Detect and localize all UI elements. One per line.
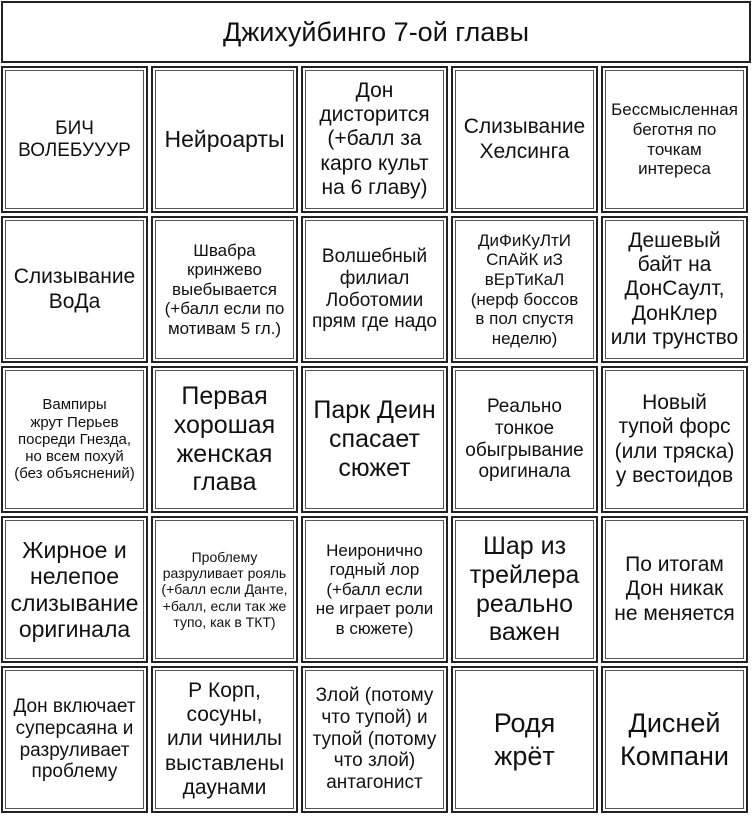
bingo-cell: Дон дисторится (+балл за карго культ на 6 главу): [301, 66, 448, 213]
bingo-cell: Дешевый байт на ДонСаулт, ДонКлер или трунство: [601, 216, 748, 363]
bingo-grid: [1, 66, 753, 818]
bingo-cell: Слизывание Хелсинга: [451, 66, 598, 213]
bingo-cell: Родя жрёт: [451, 666, 598, 813]
bingo-cell: Неиронично годный лор (+балл если не играет роли в сюжете): [301, 516, 448, 663]
bingo-cell: Жирное и нелепое слизывание оригинала: [1, 516, 148, 663]
bingo-cell: Парк Деин спасает сюжет: [301, 366, 448, 513]
bingo-cell: Р Корп, сосуны, или чинилы выставлены даунами: [151, 666, 298, 813]
bingo-cell: Первая хорошая женская глава: [151, 366, 298, 513]
bingo-cell: Швабра кринжево выебывается (+балл если по мотивам 5 гл.): [151, 216, 298, 363]
bingo-cell: БИЧ ВОЛЕБУУУР: [1, 66, 148, 213]
bingo-cell: Волшебный филиал Лоботомии прям где надо: [301, 216, 448, 363]
bingo-title: Джихуйбинго 7-ой главы: [1, 1, 751, 63]
bingo-cell: По итогам Дон никак не меняется: [601, 516, 748, 663]
bingo-cell: Дисней Компани: [601, 666, 748, 813]
bingo-cell: Шар из трейлера реально важен: [451, 516, 598, 663]
bingo-cell: Реально тонкое обыгрывание оригинала: [451, 366, 598, 513]
bingo-cell: Проблему разруливает рояль (+балл если Данте, +балл, если так же тупо, как в ТКТ): [151, 516, 298, 663]
bingo-cell: Вампиры жрут Перьев посреди Гнезда, но всем похуй (без объяснений): [1, 366, 148, 513]
bingo-cell: Новый тупой форс (или тряска) у вестоидов: [601, 366, 748, 513]
bingo-cell: Злой (потому что тупой) и тупой (потому что злой) антагонист: [301, 666, 448, 813]
bingo-cell: Слизывание ВоДа: [1, 216, 148, 363]
bingo-cell: Бессмысленная беготня по точкам интереса: [601, 66, 748, 213]
bingo-cell: Нейроарты: [151, 66, 298, 213]
bingo-cell: Дон включает суперсаяна и разруливает проблему: [1, 666, 148, 813]
bingo-cell: ДиФиКуЛтИ СпАйК иЗ вЕрТиКаЛ (нерф боссов в пол спустя неделю): [451, 216, 598, 363]
